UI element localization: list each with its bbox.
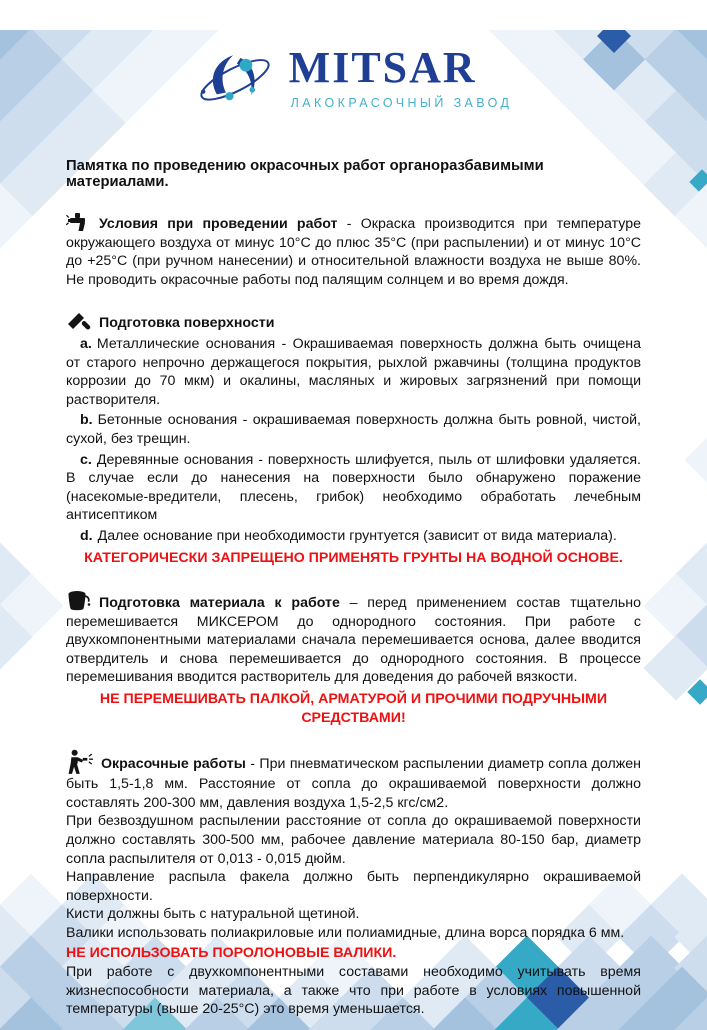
surface-item-d — [66, 527, 641, 546]
material-sep: – — [339, 595, 368, 612]
painting-paragraph-lead — [66, 749, 641, 812]
conditions-sep: - — [337, 216, 361, 232]
section-material — [66, 589, 641, 727]
spray-gun-icon — [66, 212, 92, 232]
painting-warning: НЕ ИСПОЛЬЗОВАТЬ ПОРОЛОНОВЫЕ ВАЛИКИ. — [66, 944, 397, 961]
surface-item-a — [66, 335, 641, 409]
surface-warning: КАТЕГОРИЧЕСКИ ЗАПРЕЩЕНО ПРИМЕНЯТЬ ГРУНТЫ НА ВОДНОЙ ОСНОВЕ. — [84, 549, 623, 566]
material-warning: НЕ ПЕРЕМЕШИВАТЬ ПАЛКОЙ, АРМАТУРОЙ И ПРОЧИМИ ПОДРУЧНЫМИ СРЕДСТВАМИ! — [99, 691, 608, 726]
item-text: Далее основание при необходимости грунтуется (зависит от вида материала). — [97, 527, 617, 544]
scraper-icon — [66, 311, 92, 331]
painting-paragraph: При безвоздушном распылении расстояние от сопла до окрашиваемой поверхности должно составлять 300-500 мм, рабочее давление материала 80-150 бар, диаметр сопла распылителя от 0,013 - 0,015 дюйм. — [66, 813, 641, 867]
paint-bucket-icon — [66, 589, 92, 611]
painting-paragraph: Кисти должны быть с натуральной щетиной. — [66, 906, 360, 923]
item-text: Деревянные основания - поверхность шлифуется, пыль от шлифовки удаляется. В случае если до нанесения на поверхности было обнаружено поражение (насекомые-вредители, плесень, грибок) необходимо обработать лечебным антисептиком — [66, 451, 641, 524]
item-marker: c. — [80, 451, 92, 468]
item-text: Металлические основания - Окрашиваемая поверхность должна быть очищена от старого непрочно держащегося покрытия, рыхлой ржавчины (толщина продуктов коррозии до 70 мкм) и окалины, масляных и жировых загрязнений при помощи растворителя. — [66, 335, 641, 408]
surface-heading-row — [66, 311, 641, 333]
painting-paragraph: Валики использовать полиакриловые или полиамидные, длина ворса порядка 6 мм. — [66, 925, 625, 941]
surface-heading: Подготовка поверхности — [99, 315, 275, 332]
item-marker: b. — [80, 412, 93, 429]
document-page — [0, 30, 707, 1019]
logo — [66, 30, 641, 126]
item-marker: d. — [80, 527, 93, 544]
surface-item-b — [66, 411, 641, 448]
painting-paragraph: Направление распыла факела должно быть перпендикулярно окрашиваемой поверхности. — [66, 869, 641, 904]
painting-closing: При работе с двухкомпонентными составами необходимо учитывать время жизнеспособности материала, а также что при работе в условиях повышенной температуры (выше 20-25°С) это время уменьшается. — [66, 964, 641, 1018]
item-text: Бетонные основания - окрашиваемая поверхность должна быть ровной, чистой, сухой, без трещин. — [66, 412, 641, 447]
section-surface — [66, 311, 641, 567]
painter-icon — [66, 749, 94, 775]
logo-icon — [195, 36, 275, 120]
section-conditions — [66, 212, 641, 289]
item-marker: a. — [80, 335, 92, 352]
material-heading: Подготовка материала к работе — [99, 595, 340, 612]
painting-heading: Окрасочные работы — [101, 756, 246, 773]
section-painting — [66, 749, 641, 1019]
brand-subtitle: ЛАКОКРАСОЧНЫЙ ЗАВОД — [290, 96, 513, 110]
painting-body: При пневматическом распылении диаметр сопла должен быть 1,5-1,8 мм. Расстояние от сопла до окрашиваемой поверхности должно составлять 200-300 мм, давления воздуха 1,5-2,5 кгс/см2. — [66, 756, 642, 811]
brand-name: MITSAR — [288, 43, 477, 92]
material-body: перед применением состав тщательно перемешивается МИКСЕРОМ до однородного состояния. При работе с двухкомпонентными материалами сначала перемешивается основа, далее вводится отвердитель и снова перемешивается до однородного состояния. В процессе перемешивания вводится растворитель для доведения до рабочей вязкости. — [66, 595, 641, 686]
conditions-body: Окраска производится при температуре окружающего воздуха от минус 10°С до плюс 35°С (при распылении) и от минус 10°С до +25°С (при ручном нанесении) и относительной влажности воздуха не выше 80%. Не проводить окрасочные работы под палящим солнцем и во время дождя. — [66, 216, 642, 288]
painting-sep: - — [245, 756, 260, 773]
page-title: Памятка по проведению окрасочных работ органоразбавимыми материалами. — [66, 158, 544, 190]
logo-text — [288, 43, 513, 110]
conditions-heading: Условия при проведении работ — [99, 216, 338, 232]
material-paragraph — [66, 589, 641, 687]
surface-item-c — [66, 451, 641, 525]
